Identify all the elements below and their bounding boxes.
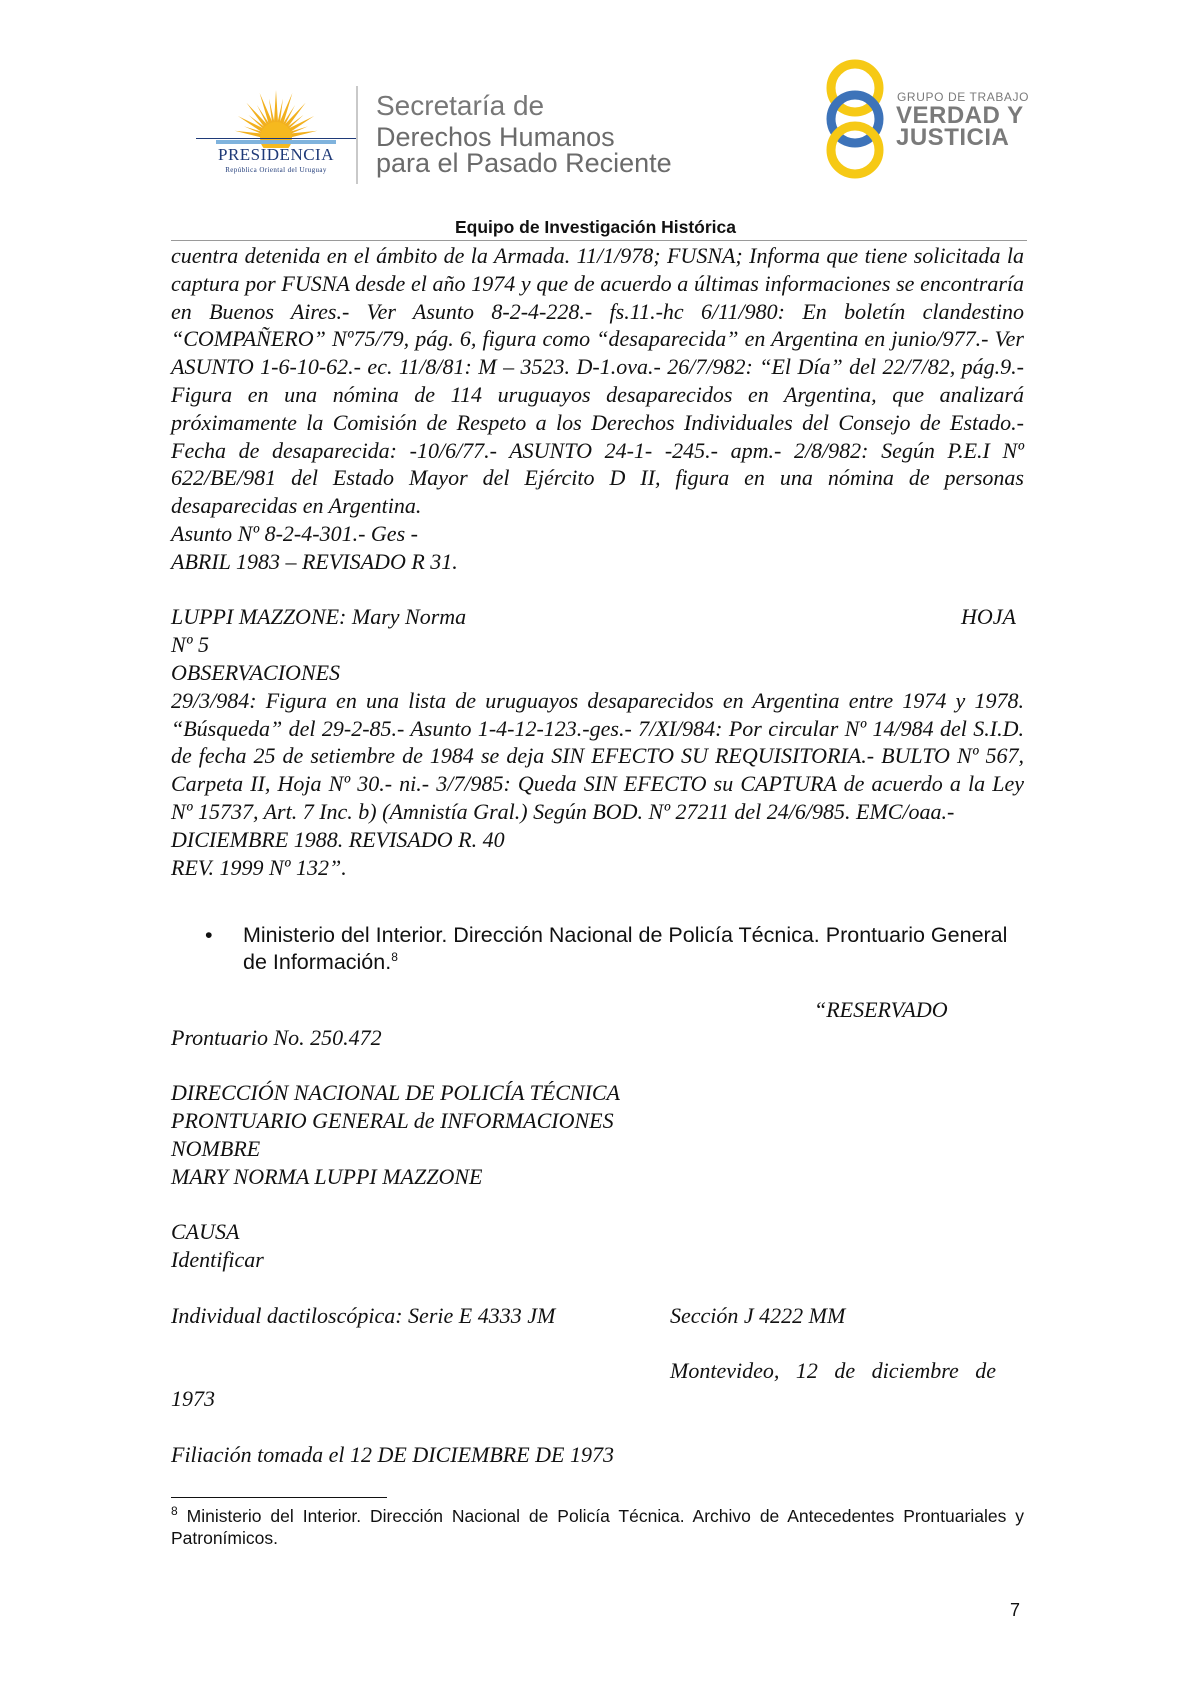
diciembre-line: DICIEMBRE 1988. REVISADO R. 40	[171, 826, 505, 852]
direccion-nacional: DIRECCIÓN NACIONAL DE POLICÍA TÉCNICA	[171, 1080, 620, 1106]
page-number: 7	[1010, 1600, 1021, 1620]
footnote	[171, 1505, 1024, 1549]
causa-label: CAUSA	[171, 1219, 240, 1245]
sun-emblem-icon	[196, 82, 356, 148]
prontuario-section	[171, 996, 1024, 1469]
verdad-justicia-rings-icon	[822, 58, 888, 180]
footnote-text: Ministerio del Interior. Dirección Nacional de Policía Técnica. Archivo de Antecedentes Prontuariales y Patronímicos.	[171, 1506, 1024, 1548]
seccion-value: Sección J 4222 MM	[670, 1302, 846, 1328]
nombre-value: MARY NORMA LUPPI MAZZONE	[171, 1163, 483, 1189]
rev-line: REV. 1999 Nº 132”.	[171, 854, 347, 880]
grupo-trabajo-label: GRUPO DE TRABAJO	[897, 90, 1030, 104]
observaciones-heading: OBSERVACIONES	[171, 659, 341, 685]
year-1973: 1973	[171, 1386, 215, 1412]
asunto-line: Asunto Nº 8-2-4-301.- Ges -	[171, 520, 418, 546]
footnote-number: 8	[171, 1504, 178, 1519]
hoja-label: HOJA	[961, 604, 1016, 630]
secretaria-line3: para el Pasado Reciente	[376, 148, 672, 178]
footnote-ref: 8	[391, 949, 398, 964]
abril-line: ABRIL 1983 – REVISADO R 31.	[171, 548, 458, 574]
hoja-number: Nº 5	[171, 632, 209, 658]
reservado-label: “RESERVADO	[814, 997, 948, 1022]
prontuario-general: PRONTUARIO GENERAL de INFORMACIONES	[171, 1108, 614, 1134]
presidencia-logo	[196, 82, 356, 184]
individual-dactiloscopica: Individual dactiloscópica: Serie E 4333 JM	[171, 1302, 556, 1328]
footnote-rule	[171, 1497, 387, 1498]
header-rule	[171, 240, 1027, 241]
justicia-label: JUSTICIA	[896, 124, 1010, 151]
team-title: Equipo de Investigación Histórica	[454, 217, 737, 237]
paragraph-2: 29/3/984: Figura en una lista de uruguayos desaparecidos en Argentina entre 1974 y 1978. “Búsqueda” del 29-2-85.- Asunto 1-4-12-123.-ges.- 7/XI/984: Por circular Nº 14/984 del S.I.D. de fecha 25 de setiembre de 1984 se deja SIN EFECTO SU REQUISITORIA.- BULTO Nº 567, Carpeta II, Hoja Nº 30.- ni.- 3/7/985: Queda SIN EFECTO su CAPTURA de acuerdo a la Ley Nº 15737, Art. 7 Inc. b) (Amnistía Gral.) Según BOD. Nº 27211 del 24/6/985. EMC/oaa.-	[171, 687, 1024, 824]
prontuario-number: Prontuario No. 250.472	[171, 1024, 382, 1050]
paragraph-1: cuentra detenida en el ámbito de la Armada. 11/1/978; FUSNA; Informa que tiene solicitada la captura por FUSNA desde el año 1974 y que de acuerdo a últimas informaciones se encontraría en Buenos Aires.- Ver Asunto 8-2-4-228.- fs.11.-hc 6/11/980: En boletín clandestino “COMPAÑERO” Nº75/79, pág. 6, figura como “desaparecida” en Argentina en junio/977.- Ver ASUNTO 1-6-10-62.- ec. 11/8/81: M – 3523. D-1.ova.- 26/7/982: “El Día” del 22/7/82, pág.9.- Figura en una nómina de 114 uruguayos desaparecidos en Argentina, que analizará próximamente la Comisión de Respeto a los Derechos Individuales del Consejo de Estado.- Fecha de desaparecida: -10/6/77.- ASUNTO 24-1- -245.- apm.- 2/8/982: Según P.E.I Nº 622/BE/981 del Estado Mayor del Ejército D II, figura en una nómina de personas desaparecidas en Argentina.	[171, 243, 1024, 519]
secretaria-line1: Secretaría de	[376, 90, 545, 121]
hoja-name: LUPPI MAZZONE: Mary Norma	[171, 604, 467, 630]
hoja-row	[171, 603, 1024, 631]
header-divider	[356, 86, 358, 184]
filiacion-line: Filiación tomada el 12 DE DICIEMBRE DE 1973	[171, 1441, 614, 1467]
bullet-item	[205, 922, 1025, 976]
causa-value: Identificar	[171, 1247, 264, 1273]
montevideo-date: Montevideo, 12 de diciembre de	[670, 1358, 997, 1384]
presidencia-text: PRESIDENCIA	[217, 145, 334, 164]
dactiloscopica-row	[171, 1302, 1024, 1330]
presidencia-subtitle: República Oriental del Uruguay	[225, 166, 327, 174]
bullet-icon: •	[205, 923, 213, 947]
secretaria-line2: Derechos Humanos	[376, 122, 615, 152]
nombre-label: NOMBRE	[171, 1135, 261, 1161]
document-body	[171, 242, 1024, 881]
verdad-label: VERDAD Y	[896, 102, 1024, 129]
bullet-text: Ministerio del Interior. Dirección Nacional de Policía Técnica. Prontuario General de Información.	[243, 923, 1008, 974]
